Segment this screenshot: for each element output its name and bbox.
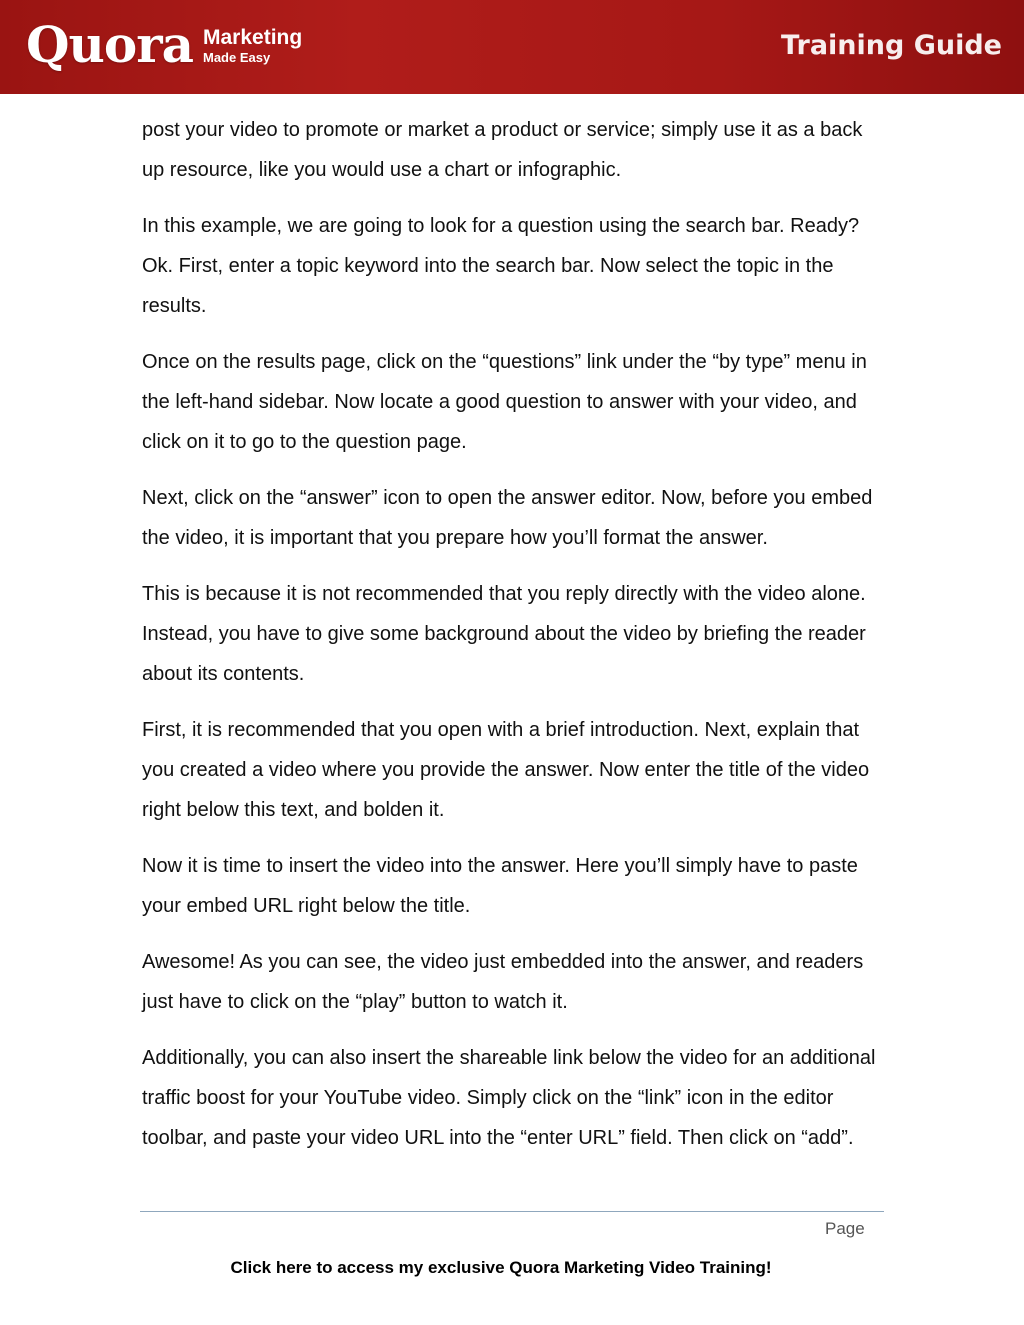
paragraph: Once on the results page, click on the “questions” link under the “by type” menu in the left-hand sidebar. Now locate a good question to answer with your video, and click on it to go to the question page.: [142, 351, 867, 453]
paragraph: post your video to promote or market a product or service; simply use it as a back up resource, like you would use a chart or infographic.: [142, 119, 863, 181]
footer-divider: [140, 1211, 884, 1212]
brand-logo: [26, 14, 302, 76]
page-label: Page: [825, 1219, 865, 1238]
logo-tagline: [203, 26, 302, 66]
logo-wordmark: Quora: [26, 15, 193, 74]
paragraph: In this example, we are going to look for a question using the search bar. Ready? Ok. First, enter a topic keyword into the search bar. Now select the topic in the results.: [142, 215, 860, 317]
paragraph: First, it is recommended that you open with a brief introduction. Next, explain that you created a video where you provide the answer. Now enter the title of the video right below this text, and bolden it.: [142, 719, 870, 821]
video-training-link[interactable]: Click here to access my exclusive Quora Marketing Video Training!: [230, 1258, 772, 1277]
guide-title: Training Guide: [781, 30, 1002, 61]
paragraph: Additionally, you can also insert the shareable link below the video for an additional traffic boost for your YouTube video. Simply click on the “link” icon in the editor toolbar, and paste your video URL into the “enter URL” field. Then click on “add”.: [142, 1047, 876, 1149]
paragraph: This is because it is not recommended that you reply directly with the video alone. Instead, you have to give some background about the video by briefing the reader about its contents.: [142, 583, 866, 685]
tagline-sub: Made Easy: [203, 50, 271, 65]
tagline-main: Marketing: [203, 26, 303, 49]
paragraph: Awesome! As you can see, the video just embedded into the answer, and readers just have to click on the “play” button to watch it.: [142, 951, 864, 1013]
paragraph: Now it is time to insert the video into the answer. Here you’ll simply have to paste your embed URL right below the title.: [142, 855, 858, 917]
paragraph: Next, click on the “answer” icon to open the answer editor. Now, before you embed the video, it is important that you prepare how you’ll format the answer.: [142, 487, 873, 549]
header-banner: [0, 0, 1024, 94]
body-text: [142, 110, 882, 1174]
